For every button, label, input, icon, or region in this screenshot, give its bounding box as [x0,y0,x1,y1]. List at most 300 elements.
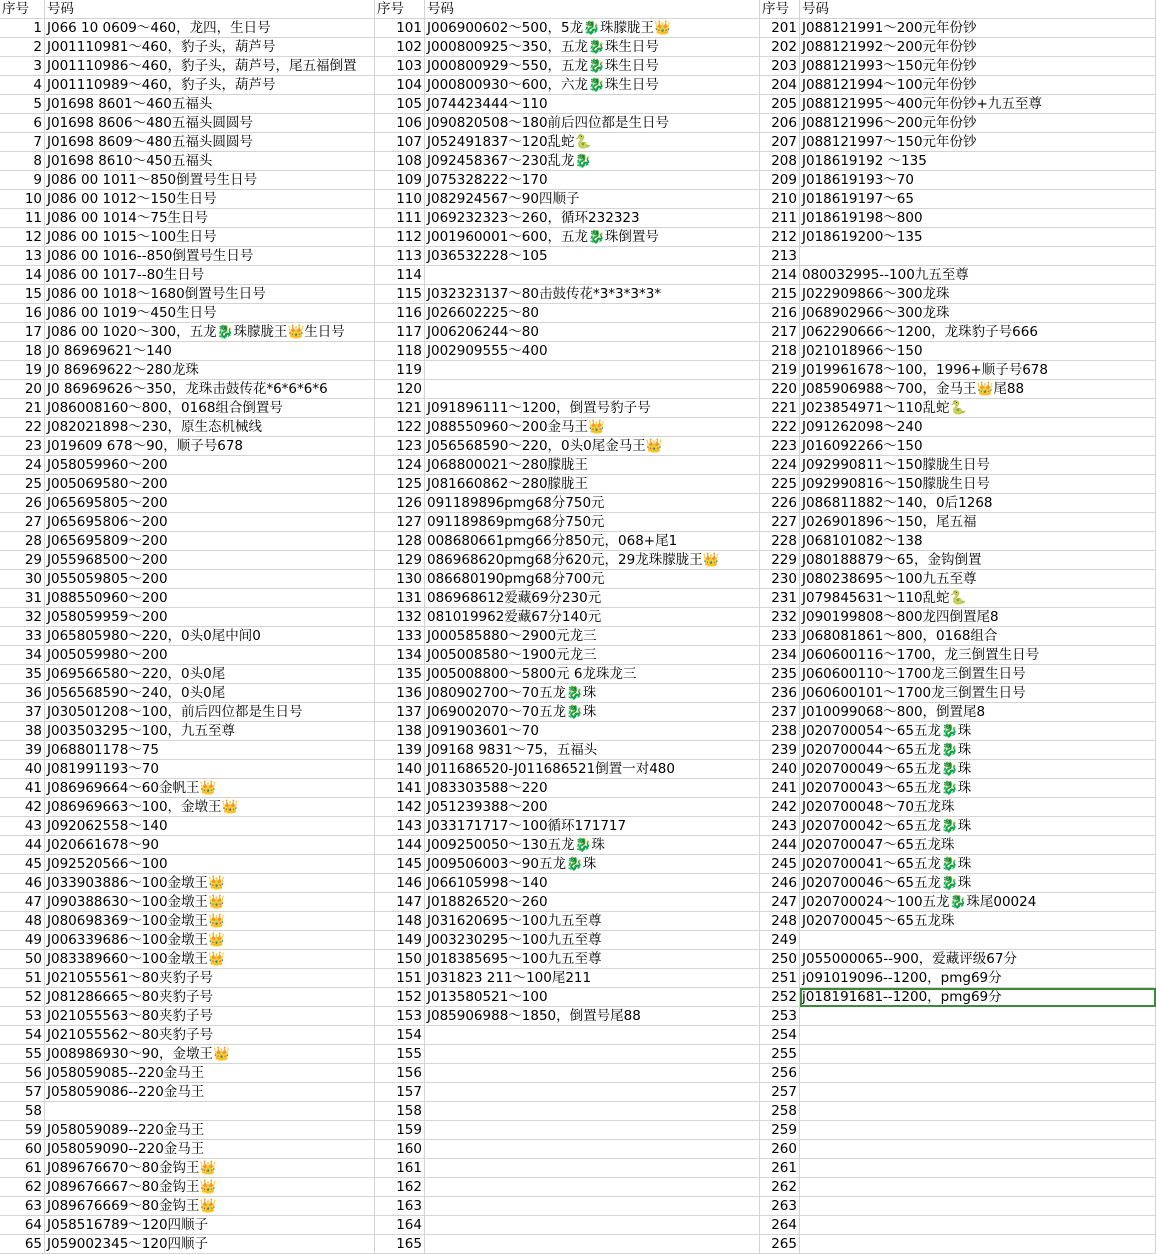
code-cell[interactable]: J090388630～100金墩王👑 [45,893,375,912]
code-cell[interactable] [425,1083,760,1102]
seq-cell[interactable]: 8 [0,152,45,171]
code-cell[interactable] [800,1235,1156,1254]
code-cell[interactable]: J000585880～2900元龙三 [425,627,760,646]
seq-cell[interactable]: 255 [760,1045,800,1064]
seq-cell[interactable]: 3 [0,57,45,76]
seq-cell[interactable]: 138 [375,722,425,741]
code-cell[interactable]: J055059805～200 [45,570,375,589]
code-cell[interactable]: J021018966～150 [800,342,1156,361]
code-cell[interactable]: J058059086--220金马王 [45,1083,375,1102]
seq-cell[interactable]: 227 [760,513,800,532]
code-cell[interactable]: J058059959～200 [45,608,375,627]
code-cell[interactable]: J091903601～70 [425,722,760,741]
seq-cell[interactable]: 30 [0,570,45,589]
code-cell[interactable]: J019961678～100，1996+顺子号678 [800,361,1156,380]
code-cell[interactable]: J088121992～200元年份钞 [800,38,1156,57]
code-cell[interactable] [425,1216,760,1235]
code-cell[interactable]: J003503295～100，九五至尊 [45,722,375,741]
code-cell[interactable]: J089676667～80金钩王👑 [45,1178,375,1197]
code-cell[interactable]: J086 00 1016--850倒置号生日号 [45,247,375,266]
code-cell[interactable]: J001110986～460，豹子头，葫芦号，尾五福倒置 [45,57,375,76]
column-header-seq[interactable]: 序号 [0,0,45,19]
seq-cell[interactable]: 235 [760,665,800,684]
seq-cell[interactable]: 162 [375,1178,425,1197]
code-cell[interactable]: J082021898～230，原生态机械线 [45,418,375,437]
seq-cell[interactable]: 132 [375,608,425,627]
seq-cell[interactable]: 131 [375,589,425,608]
code-cell[interactable]: J031620695～100九五至尊 [425,912,760,931]
code-cell[interactable]: J01698 8601～460五福头 [45,95,375,114]
code-cell[interactable] [800,1045,1156,1064]
code-cell[interactable]: J021055563～80夹豹子号 [45,1007,375,1026]
code-cell[interactable] [800,1216,1156,1235]
seq-cell[interactable]: 236 [760,684,800,703]
seq-cell[interactable]: 105 [375,95,425,114]
code-cell[interactable]: J090820508～180前后四位都是生日号 [425,114,760,133]
seq-cell[interactable]: 206 [760,114,800,133]
seq-cell[interactable]: 254 [760,1026,800,1045]
seq-cell[interactable]: 115 [375,285,425,304]
code-cell[interactable]: J009506003～90五龙🐉珠 [425,855,760,874]
code-cell[interactable]: J026901896～150，尾五福 [800,513,1156,532]
seq-cell[interactable]: 148 [375,912,425,931]
seq-cell[interactable]: 26 [0,494,45,513]
code-cell[interactable]: 081019962爱藏67分140元 [425,608,760,627]
seq-cell[interactable]: 44 [0,836,45,855]
code-cell[interactable]: J055968500～200 [45,551,375,570]
seq-cell[interactable]: 7 [0,133,45,152]
seq-cell[interactable]: 126 [375,494,425,513]
seq-cell[interactable]: 33 [0,627,45,646]
seq-cell[interactable]: 213 [760,247,800,266]
seq-cell[interactable]: 17 [0,323,45,342]
code-cell[interactable]: J008986930～90，金墩王👑 [45,1045,375,1064]
code-cell[interactable]: J081660862～280朦胧王 [425,475,760,494]
code-cell[interactable]: J006339686～100金墩王👑 [45,931,375,950]
seq-cell[interactable]: 233 [760,627,800,646]
code-cell[interactable]: J056568590～220，0头0尾金马王👑 [425,437,760,456]
seq-cell[interactable]: 214 [760,266,800,285]
seq-cell[interactable]: 2 [0,38,45,57]
seq-cell[interactable]: 137 [375,703,425,722]
seq-cell[interactable]: 119 [375,361,425,380]
code-cell[interactable]: J088121991～200元年份钞 [800,19,1156,38]
seq-cell[interactable]: 252 [760,988,800,1007]
column-header-code[interactable]: 号码 [425,0,760,19]
code-cell[interactable]: J092062558～140 [45,817,375,836]
code-cell[interactable]: J069232323～260，循环232323 [425,209,760,228]
code-cell[interactable]: J082924567～90四顺子 [425,190,760,209]
seq-cell[interactable]: 232 [760,608,800,627]
code-cell[interactable]: J086 00 1014～75生日号 [45,209,375,228]
code-cell[interactable]: J036532228～105 [425,247,760,266]
code-cell[interactable]: J080238695～100九五至尊 [800,570,1156,589]
seq-cell[interactable]: 209 [760,171,800,190]
code-cell[interactable]: J086 00 1012～150生日号 [45,190,375,209]
code-cell[interactable]: J020700042～65五龙🐉珠 [800,817,1156,836]
code-cell[interactable]: J058059089--220金马王 [45,1121,375,1140]
seq-cell[interactable]: 135 [375,665,425,684]
code-cell[interactable]: J010099068～800，倒置尾8 [800,703,1156,722]
seq-cell[interactable]: 45 [0,855,45,874]
code-cell[interactable]: J060600110～1700龙三倒置生日号 [800,665,1156,684]
seq-cell[interactable]: 237 [760,703,800,722]
seq-cell[interactable]: 249 [760,931,800,950]
code-cell[interactable]: J005069580～200 [45,475,375,494]
seq-cell[interactable]: 38 [0,722,45,741]
code-cell[interactable]: J051239388～200 [425,798,760,817]
code-cell[interactable]: J020700041～65五龙🐉珠 [800,855,1156,874]
code-cell[interactable]: J085906988～700，金马王👑尾88 [800,380,1156,399]
seq-cell[interactable]: 256 [760,1064,800,1083]
seq-cell[interactable]: 22 [0,418,45,437]
code-cell[interactable]: J016092266～150 [800,437,1156,456]
code-cell[interactable]: J089676669～80金钩王👑 [45,1197,375,1216]
seq-cell[interactable]: 251 [760,969,800,988]
seq-cell[interactable]: 104 [375,76,425,95]
code-cell[interactable]: J020700045～65五龙珠 [800,912,1156,931]
seq-cell[interactable]: 58 [0,1102,45,1121]
seq-cell[interactable]: 160 [375,1140,425,1159]
code-cell[interactable] [800,1102,1156,1121]
code-cell[interactable]: J088121995～400元年份钞+九五至尊 [800,95,1156,114]
seq-cell[interactable]: 14 [0,266,45,285]
code-cell[interactable]: J058059960～200 [45,456,375,475]
seq-cell[interactable]: 218 [760,342,800,361]
seq-cell[interactable]: 226 [760,494,800,513]
seq-cell[interactable]: 40 [0,760,45,779]
seq-cell[interactable]: 164 [375,1216,425,1235]
seq-cell[interactable]: 212 [760,228,800,247]
seq-cell[interactable]: 113 [375,247,425,266]
code-cell[interactable] [800,1007,1156,1026]
code-cell[interactable]: J006206244～80 [425,323,760,342]
seq-cell[interactable]: 32 [0,608,45,627]
code-cell[interactable]: J018385695～100九五至尊 [425,950,760,969]
code-cell[interactable]: J088121997～150元年份钞 [800,133,1156,152]
code-cell[interactable]: J075328222～170 [425,171,760,190]
code-cell[interactable]: J065695805～200 [45,494,375,513]
code-cell[interactable]: J058516789～120四顺子 [45,1216,375,1235]
seq-cell[interactable]: 37 [0,703,45,722]
code-cell[interactable]: J023854971～110乱蛇🐍 [800,399,1156,418]
code-cell[interactable]: J018619200～135 [800,228,1156,247]
code-cell[interactable] [425,266,760,285]
code-cell[interactable]: J018619197～65 [800,190,1156,209]
seq-cell[interactable]: 107 [375,133,425,152]
code-cell[interactable]: J011686520-J011686521倒置一对480 [425,760,760,779]
code-cell[interactable]: J006900602～500，5龙🐉珠朦胧王👑 [425,19,760,38]
code-cell[interactable]: J074423444～110 [425,95,760,114]
seq-cell[interactable]: 61 [0,1159,45,1178]
seq-cell[interactable]: 21 [0,399,45,418]
column-header-code[interactable]: 号码 [45,0,375,19]
seq-cell[interactable]: 151 [375,969,425,988]
column-header-seq[interactable]: 序号 [760,0,800,19]
seq-cell[interactable]: 112 [375,228,425,247]
seq-cell[interactable]: 263 [760,1197,800,1216]
code-cell[interactable]: J083303588～220 [425,779,760,798]
seq-cell[interactable]: 244 [760,836,800,855]
code-cell[interactable]: J020700049～65五龙🐉珠 [800,760,1156,779]
code-cell[interactable]: J086 00 1015～100生日号 [45,228,375,247]
seq-cell[interactable]: 65 [0,1235,45,1254]
seq-cell[interactable]: 238 [760,722,800,741]
seq-cell[interactable]: 149 [375,931,425,950]
seq-cell[interactable]: 259 [760,1121,800,1140]
seq-cell[interactable]: 41 [0,779,45,798]
seq-cell[interactable]: 261 [760,1159,800,1178]
code-cell[interactable] [425,361,760,380]
code-cell[interactable]: J088121996～200元年份钞 [800,114,1156,133]
code-cell[interactable]: J001110989～460，豹子头，葫芦号 [45,76,375,95]
seq-cell[interactable]: 157 [375,1083,425,1102]
code-cell[interactable] [425,380,760,399]
code-cell[interactable]: J086008160～800，0168组合倒置号 [45,399,375,418]
seq-cell[interactable]: 152 [375,988,425,1007]
code-cell[interactable]: J058059085--220金马王 [45,1064,375,1083]
seq-cell[interactable]: 153 [375,1007,425,1026]
seq-cell[interactable]: 139 [375,741,425,760]
code-cell[interactable]: J055000065--900，爱藏评级67分 [800,950,1156,969]
code-cell[interactable]: J086 00 1011～850倒置号生日号 [45,171,375,190]
code-cell[interactable]: J013580521～100 [425,988,760,1007]
seq-cell[interactable]: 234 [760,646,800,665]
code-cell[interactable]: J01698 8610～450五福头 [45,152,375,171]
code-cell[interactable]: J086 00 1019～450生日号 [45,304,375,323]
code-cell[interactable]: J001960001～600，五龙🐉珠倒置号 [425,228,760,247]
seq-cell[interactable]: 219 [760,361,800,380]
seq-cell[interactable]: 230 [760,570,800,589]
seq-cell[interactable]: 205 [760,95,800,114]
code-cell[interactable] [425,1045,760,1064]
seq-cell[interactable]: 62 [0,1178,45,1197]
seq-cell[interactable]: 52 [0,988,45,1007]
seq-cell[interactable]: 145 [375,855,425,874]
code-cell[interactable]: J030501208～100，前后四位都是生日号 [45,703,375,722]
seq-cell[interactable]: 125 [375,475,425,494]
code-cell[interactable]: J052491837～120乱蛇🐍 [425,133,760,152]
seq-cell[interactable]: 43 [0,817,45,836]
code-cell[interactable]: J020700044～65五龙🐉珠 [800,741,1156,760]
code-cell[interactable]: J092990811～150朦胧生日号 [800,456,1156,475]
seq-cell[interactable]: 53 [0,1007,45,1026]
code-cell[interactable]: J01698 8606～480五福头圆圆号 [45,114,375,133]
seq-cell[interactable]: 141 [375,779,425,798]
code-cell[interactable]: J018826520～260 [425,893,760,912]
code-cell[interactable]: J020700046～65五龙🐉珠 [800,874,1156,893]
code-cell[interactable]: J088550960～200 [45,589,375,608]
seq-cell[interactable]: 224 [760,456,800,475]
code-cell[interactable]: J018619193～70 [800,171,1156,190]
seq-cell[interactable]: 150 [375,950,425,969]
seq-cell[interactable]: 46 [0,874,45,893]
seq-cell[interactable]: 215 [760,285,800,304]
seq-cell[interactable]: 15 [0,285,45,304]
seq-cell[interactable]: 56 [0,1064,45,1083]
seq-cell[interactable]: 210 [760,190,800,209]
seq-cell[interactable]: 142 [375,798,425,817]
seq-cell[interactable]: 59 [0,1121,45,1140]
seq-cell[interactable]: 12 [0,228,45,247]
code-cell[interactable]: J000800930～600，六龙🐉珠生日号 [425,76,760,95]
seq-cell[interactable]: 47 [0,893,45,912]
seq-cell[interactable]: 203 [760,57,800,76]
seq-cell[interactable]: 49 [0,931,45,950]
seq-cell[interactable]: 29 [0,551,45,570]
seq-cell[interactable]: 117 [375,323,425,342]
code-cell[interactable]: J065805980～220，0头0尾中间0 [45,627,375,646]
code-cell[interactable]: J086969663～100，金墩王👑 [45,798,375,817]
code-cell[interactable]: J092458367～230乱龙🐉 [425,152,760,171]
code-cell[interactable] [800,247,1156,266]
seq-cell[interactable]: 116 [375,304,425,323]
code-cell[interactable]: J060600116～1700，龙三倒置生日号 [800,646,1156,665]
code-cell[interactable]: J086 00 1018～1680倒置号生日号 [45,285,375,304]
code-cell[interactable]: J031823 211～100尾211 [425,969,760,988]
code-cell[interactable]: 086680190pmg68分700元 [425,570,760,589]
seq-cell[interactable]: 24 [0,456,45,475]
seq-cell[interactable]: 28 [0,532,45,551]
seq-cell[interactable]: 55 [0,1045,45,1064]
seq-cell[interactable]: 121 [375,399,425,418]
seq-cell[interactable]: 114 [375,266,425,285]
seq-cell[interactable]: 106 [375,114,425,133]
code-cell[interactable]: J088121993～150元年份钞 [800,57,1156,76]
code-cell[interactable]: J079845631～110乱蛇🐍 [800,589,1156,608]
seq-cell[interactable]: 6 [0,114,45,133]
code-cell[interactable]: J066105998～140 [425,874,760,893]
code-cell[interactable] [800,1064,1156,1083]
code-cell[interactable]: J080902700～70五龙🐉珠 [425,684,760,703]
code-cell[interactable]: J01698 8609～480五福头圆圆号 [45,133,375,152]
seq-cell[interactable]: 118 [375,342,425,361]
code-cell[interactable]: J062290666～1200，龙珠豹子号666 [800,323,1156,342]
column-header-code[interactable]: 号码 [800,0,1156,19]
seq-cell[interactable]: 146 [375,874,425,893]
seq-cell[interactable]: 158 [375,1102,425,1121]
seq-cell[interactable]: 11 [0,209,45,228]
code-cell[interactable]: J0 86969622～280龙珠 [45,361,375,380]
code-cell[interactable]: J083389660～100金墩王👑 [45,950,375,969]
seq-cell[interactable]: 223 [760,437,800,456]
code-cell[interactable]: J018619198～800 [800,209,1156,228]
seq-cell[interactable]: 155 [375,1045,425,1064]
column-header-seq[interactable]: 序号 [375,0,425,19]
seq-cell[interactable]: 109 [375,171,425,190]
seq-cell[interactable]: 10 [0,190,45,209]
code-cell[interactable] [425,1026,760,1045]
seq-cell[interactable]: 163 [375,1197,425,1216]
code-cell[interactable]: J005008800～5800元 6龙珠龙三 [425,665,760,684]
seq-cell[interactable]: 111 [375,209,425,228]
seq-cell[interactable]: 133 [375,627,425,646]
code-cell[interactable]: 091189896pmg68分750元 [425,494,760,513]
seq-cell[interactable]: 120 [375,380,425,399]
seq-cell[interactable]: 239 [760,741,800,760]
code-cell[interactable]: J092520566～100 [45,855,375,874]
code-cell[interactable]: J009250050～130五龙🐉珠 [425,836,760,855]
seq-cell[interactable]: 159 [375,1121,425,1140]
code-cell[interactable]: J086 00 1020～300，五龙🐉珠朦胧王👑生日号 [45,323,375,342]
seq-cell[interactable]: 60 [0,1140,45,1159]
code-cell[interactable]: J068101082～138 [800,532,1156,551]
seq-cell[interactable]: 34 [0,646,45,665]
code-cell[interactable] [45,1102,375,1121]
code-cell[interactable]: J086969664～60金帆王👑 [45,779,375,798]
code-cell[interactable]: J069566580～220，0头0尾 [45,665,375,684]
seq-cell[interactable]: 124 [375,456,425,475]
code-cell[interactable]: J080188879～65，金钩倒置 [800,551,1156,570]
code-cell[interactable]: J022909866～300龙珠 [800,285,1156,304]
code-cell[interactable]: J002909555～400 [425,342,760,361]
seq-cell[interactable]: 5 [0,95,45,114]
seq-cell[interactable]: 127 [375,513,425,532]
code-cell[interactable]: 091189869pmg68分750元 [425,513,760,532]
code-cell[interactable]: J091262098～240 [800,418,1156,437]
code-cell[interactable]: J069002070～70五龙🐉珠 [425,703,760,722]
code-cell[interactable]: 086968612爱藏69分230元 [425,589,760,608]
code-cell[interactable] [800,1140,1156,1159]
seq-cell[interactable]: 253 [760,1007,800,1026]
code-cell[interactable]: J085906988～1850，倒置号尾88 [425,1007,760,1026]
seq-cell[interactable]: 258 [760,1102,800,1121]
code-cell[interactable]: J065695809～200 [45,532,375,551]
seq-cell[interactable]: 27 [0,513,45,532]
code-cell[interactable]: J091896111～1200，倒置号豹子号 [425,399,760,418]
code-cell[interactable]: J068902966～300龙珠 [800,304,1156,323]
seq-cell[interactable]: 51 [0,969,45,988]
seq-cell[interactable]: 134 [375,646,425,665]
code-cell[interactable]: J018619192 ～135 [800,152,1156,171]
seq-cell[interactable]: 248 [760,912,800,931]
seq-cell[interactable]: 147 [375,893,425,912]
code-cell[interactable]: J005059980～200 [45,646,375,665]
seq-cell[interactable]: 211 [760,209,800,228]
seq-cell[interactable]: 42 [0,798,45,817]
seq-cell[interactable]: 241 [760,779,800,798]
seq-cell[interactable]: 136 [375,684,425,703]
code-cell[interactable]: J086 00 1017--80生日号 [45,266,375,285]
seq-cell[interactable]: 225 [760,475,800,494]
code-cell[interactable]: J088121994～100元年份钞 [800,76,1156,95]
code-cell[interactable]: J026602225～80 [425,304,760,323]
code-cell[interactable]: J021055561～80夹豹子号 [45,969,375,988]
seq-cell[interactable]: 240 [760,760,800,779]
code-cell[interactable]: J09168 9831～75，五福头 [425,741,760,760]
code-cell[interactable]: J068801178～75 [45,741,375,760]
seq-cell[interactable]: 156 [375,1064,425,1083]
code-cell[interactable] [425,1140,760,1159]
seq-cell[interactable]: 216 [760,304,800,323]
seq-cell[interactable]: 39 [0,741,45,760]
code-cell[interactable]: J020700043～65五龙🐉珠 [800,779,1156,798]
code-cell[interactable]: J003230295～100九五至尊 [425,931,760,950]
code-cell[interactable]: J090199808～800龙四倒置尾8 [800,608,1156,627]
code-cell[interactable]: J081991193～70 [45,760,375,779]
code-cell[interactable]: J066 10 0609～460，龙四，生日号 [45,19,375,38]
code-cell[interactable]: J020700054～65五龙🐉珠 [800,722,1156,741]
code-cell[interactable]: J089676670～80金钩王👑 [45,1159,375,1178]
seq-cell[interactable]: 264 [760,1216,800,1235]
seq-cell[interactable]: 35 [0,665,45,684]
code-cell[interactable] [425,1235,760,1254]
code-cell[interactable]: J020700024～100五龙🐉珠尾00024 [800,893,1156,912]
seq-cell[interactable]: 207 [760,133,800,152]
seq-cell[interactable]: 16 [0,304,45,323]
seq-cell[interactable]: 103 [375,57,425,76]
seq-cell[interactable]: 1 [0,19,45,38]
